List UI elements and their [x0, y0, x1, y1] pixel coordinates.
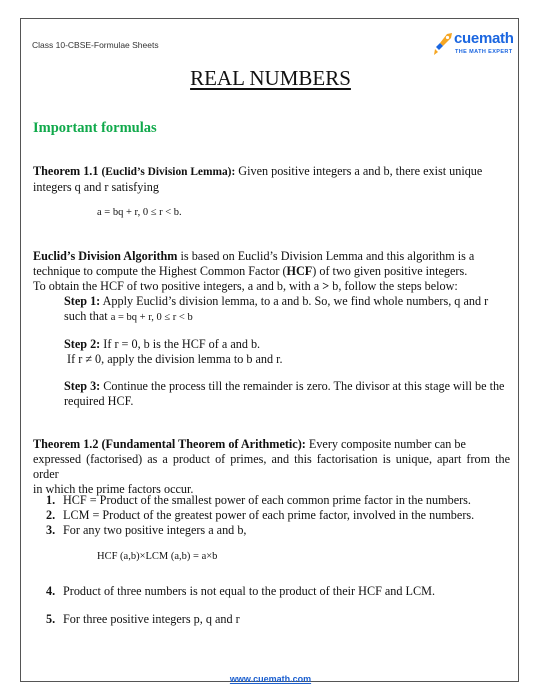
list-text: For three positive integers p, q and r: [63, 612, 240, 626]
logo-wordmark: cuemath: [454, 30, 514, 47]
logo-tagline: THE MATH EXPERT: [455, 49, 513, 55]
step-3-text: Continue the process till the remainder is zero. The divisor at this stage will be the: [103, 379, 505, 393]
list-number: 4.: [46, 584, 56, 598]
list-item: [46, 584, 516, 599]
step-2-label: Step 2:: [64, 337, 101, 351]
list-text: Product of three numbers is not equal to the product of their HCF and LCM.: [63, 584, 435, 598]
algorithm-text: is based on Euclid’s Division Lemma and this algorithm is a: [180, 249, 475, 263]
step-3-text-2: required HCF.: [64, 394, 134, 408]
step-1: [64, 294, 510, 325]
division-algorithm-paragraph: [33, 249, 510, 279]
theorem-label: Theorem 1.1: [33, 164, 99, 178]
list-item: [46, 508, 516, 523]
list-number: 1.: [46, 493, 56, 507]
lemma-formula: a = bq + r, 0 ≤ r < b.: [97, 207, 182, 218]
page-title: REAL NUMBERS: [190, 66, 351, 90]
section-heading: Important formulas: [33, 120, 157, 136]
list-number: 3.: [46, 523, 56, 537]
step-2-text: If r = 0, b is the HCF of a and b.: [103, 337, 261, 351]
theorem-1-2: [33, 437, 510, 497]
step-1-text-2: such that: [64, 309, 108, 323]
gt-symbol: >: [322, 279, 330, 293]
rocket-icon: [432, 32, 454, 58]
list-text: For any two positive integers a and b,: [63, 523, 247, 537]
step-2-text-2: If r ≠ 0, apply the division lemma to b and r.: [67, 352, 283, 366]
step-3: [64, 379, 510, 409]
list-item: [46, 612, 516, 627]
footer: [0, 674, 541, 684]
cuemath-logo[interactable]: [432, 32, 518, 64]
step-1-formula: a = bq + r, 0 ≤ r < b: [110, 312, 193, 323]
intro-text-1: To obtain the HCF of two positive integers, a and b, with a: [33, 279, 323, 293]
algorithm-label: Euclid’s Division Algorithm: [33, 249, 178, 263]
theorem-2-text-b: expressed (factorised) as a product of primes, and this factorisation is unique, apart from the order: [33, 452, 510, 481]
theorem-text: Given positive integers a and b, there exist unique: [238, 164, 483, 178]
list-text: LCM = Product of the greatest power of each prime factor, involved in the numbers.: [63, 508, 475, 522]
list-number: 5.: [46, 612, 56, 626]
step-1-text: Apply Euclid’s division lemma, to a and b. So, we find whole numbers, q and r: [102, 294, 489, 308]
theorem-2-text-c: in which the prime factors occur.: [33, 482, 194, 496]
theorem-name: (Euclid’s Division Lemma):: [101, 166, 236, 178]
algorithm-intro: [33, 279, 510, 294]
hcf-lcm-formula: HCF (a,b)×LCM (a,b) = a×b: [97, 551, 218, 562]
document-label: Class 10-CBSE-Formulae Sheets: [32, 40, 159, 50]
algorithm-text-b2: ) of two given positive integers.: [312, 264, 468, 278]
footer-link[interactable]: www.cuemath.com: [229, 674, 312, 684]
intro-text-2: b, follow the steps below:: [329, 279, 458, 293]
algorithm-text-b1: technique to compute the Highest Common Factor (: [33, 264, 287, 278]
list-text: HCF = Product of the smallest power of each common prime factor in the numbers.: [63, 493, 471, 507]
theorem-text-2: integers q and r satisfying: [33, 180, 159, 194]
list-item: [46, 523, 516, 538]
step-2: [64, 337, 510, 367]
list-item: [46, 493, 516, 508]
theorem-2-text-a: Every composite number can be: [308, 437, 466, 451]
step-3-label: Step 3:: [64, 379, 101, 393]
theorem-2-label: Theorem 1.2 (Fundamental Theorem of Arithmetic):: [33, 437, 306, 451]
hcf-term: HCF: [286, 264, 313, 278]
theorem-1-1: [33, 164, 510, 195]
list-number: 2.: [46, 508, 56, 522]
step-1-label: Step 1:: [64, 294, 101, 308]
